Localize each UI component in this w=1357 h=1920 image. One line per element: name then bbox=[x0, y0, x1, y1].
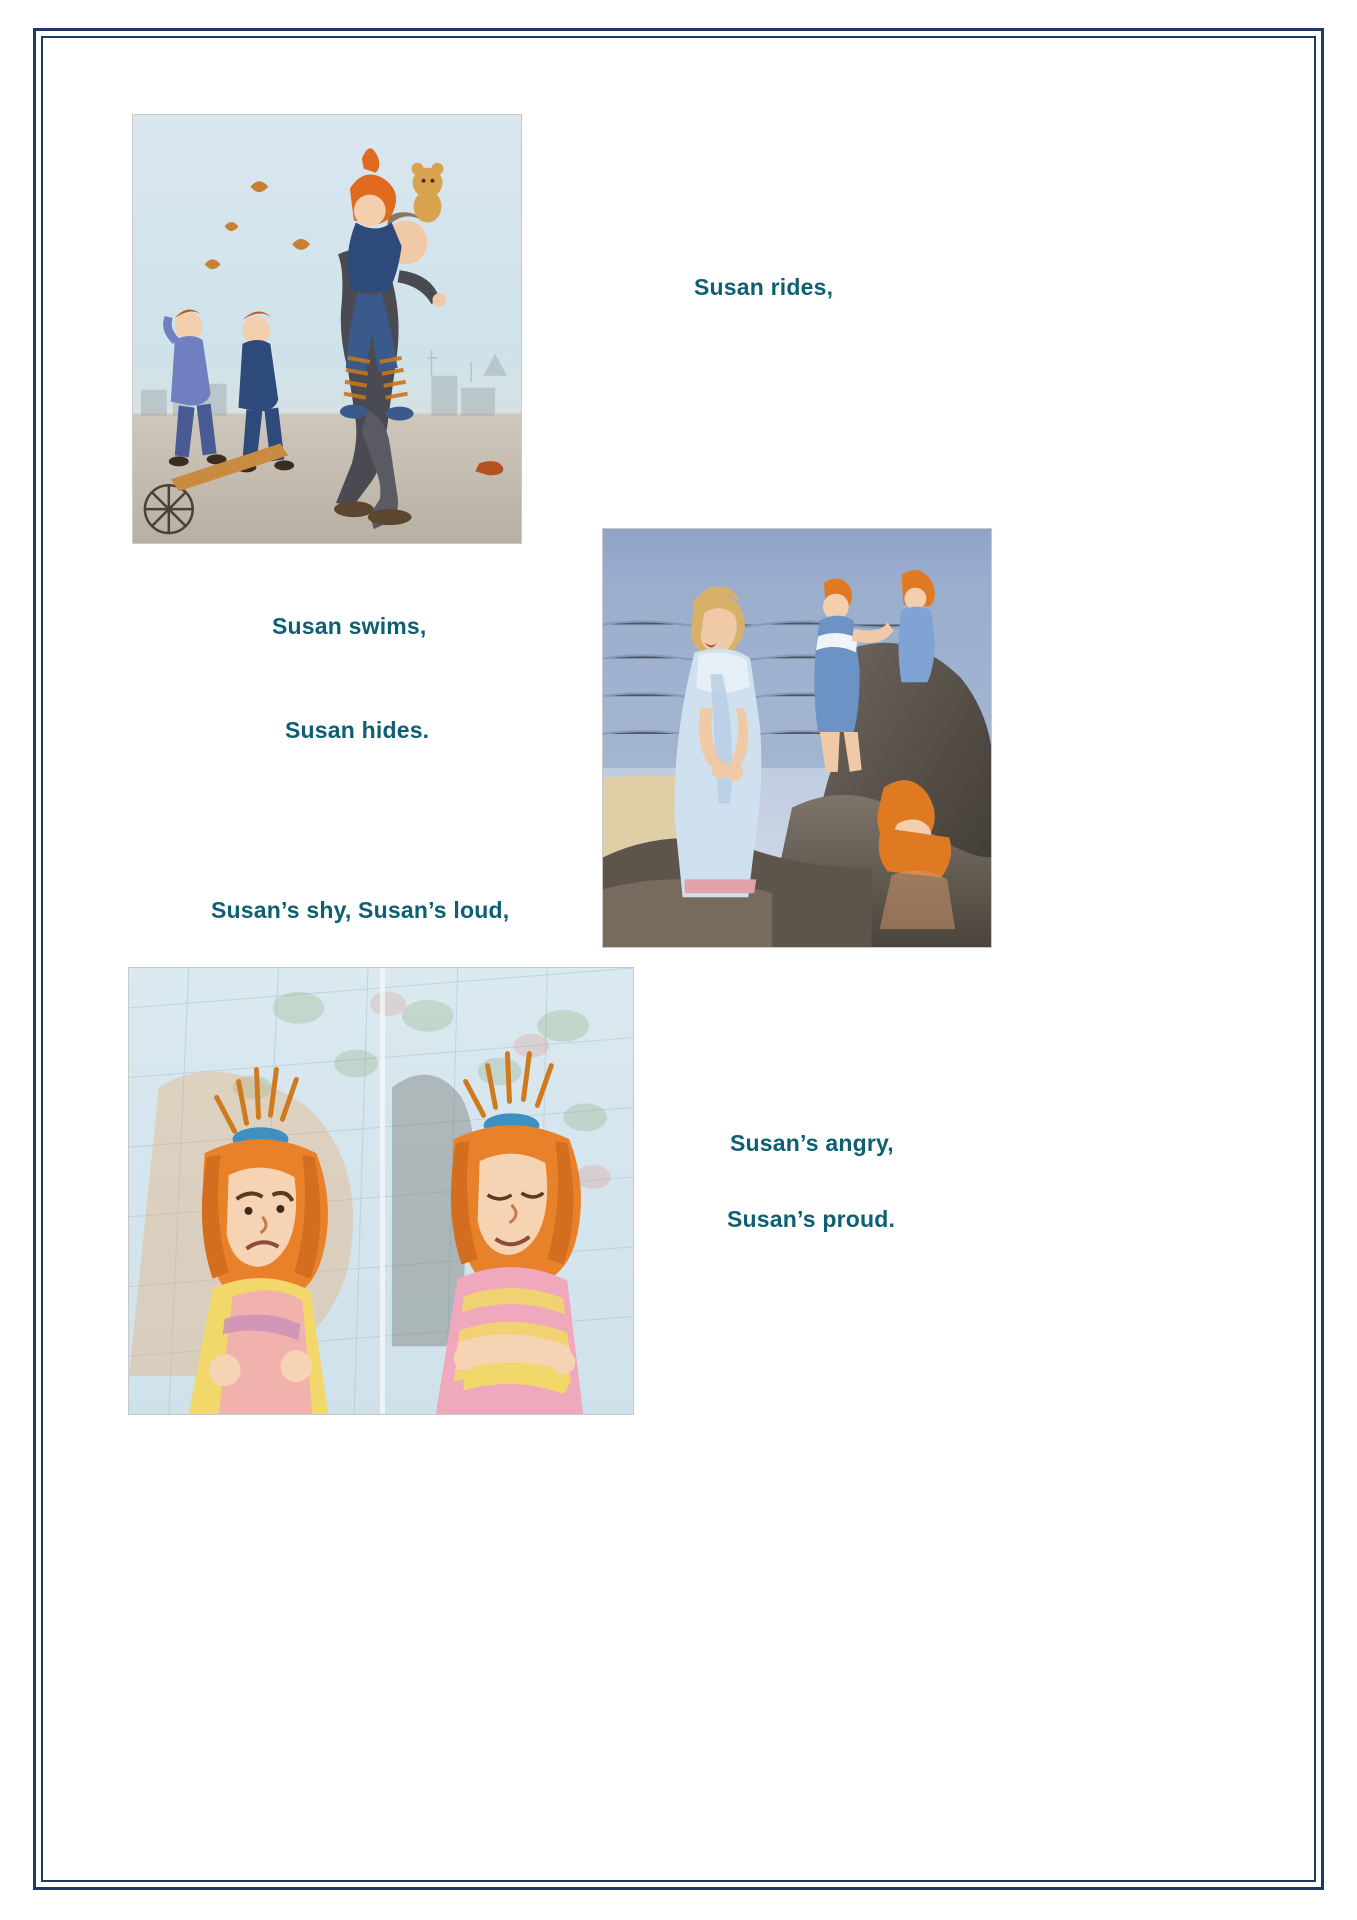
illustration-susan-angry-and-proud bbox=[128, 967, 634, 1415]
caption-susan-angry: Susan’s angry, bbox=[730, 1130, 894, 1156]
caption-susan-proud: Susan’s proud. bbox=[727, 1206, 896, 1232]
caption-susan-shy-loud: Susan’s shy, Susan’s loud, bbox=[211, 897, 510, 923]
caption-susan-swims: Susan swims, bbox=[272, 613, 427, 639]
illustration-susan-riding-on-shoulders bbox=[132, 114, 522, 544]
caption-susan-hides: Susan hides. bbox=[285, 717, 430, 743]
illustration-susan-at-the-beach-hiding bbox=[602, 528, 992, 948]
caption-susan-rides: Susan rides, bbox=[694, 274, 834, 300]
